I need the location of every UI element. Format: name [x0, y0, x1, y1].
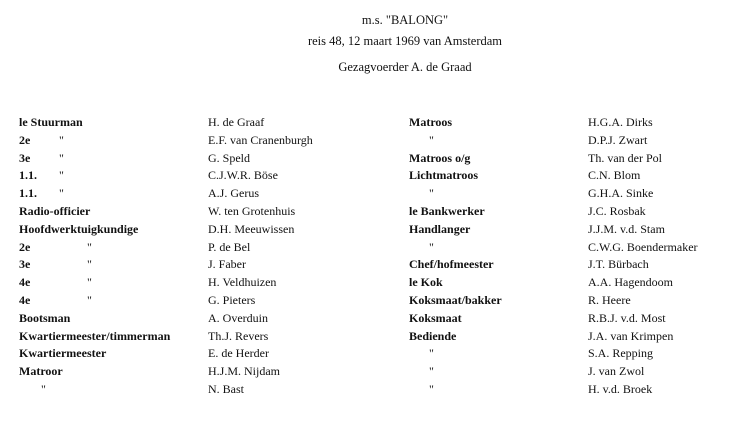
crew-row — [0, 204, 750, 222]
rank-left: le Stuurman — [19, 115, 83, 129]
name-left: J. Faber — [208, 257, 246, 272]
rank-left: 3e — [19, 257, 31, 272]
name-right: H.G.A. Dirks — [588, 115, 653, 129]
ship-name: m.s. "BALONG" — [361, 13, 449, 27]
name-left: A.J. Gerus — [208, 186, 259, 201]
crew-row — [0, 275, 750, 293]
rank-left: 4e — [19, 275, 31, 290]
name-right: C.W.G. Boendermaker — [588, 239, 698, 254]
name-left: H. de Graaf — [208, 115, 265, 129]
document-header — [0, 14, 750, 82]
captain: Gezagvoerder A. de Graad — [338, 60, 472, 74]
ditto-mark: " — [87, 257, 92, 272]
rank-right: " — [429, 346, 434, 361]
name-right: R. Heere — [588, 292, 631, 307]
rank-right: Bediende — [409, 328, 457, 343]
name-left: H.J.M. Nijdam — [208, 364, 280, 379]
rank-left: 1.1. — [19, 186, 37, 201]
rank-right: " — [429, 239, 434, 254]
name-left: W. ten Grotenhuis — [208, 203, 296, 218]
ditto-mark: " — [59, 168, 64, 183]
rank-right: Koksmaat/bakker — [409, 292, 502, 307]
rank-left: Kwartiermeester/timmerman — [19, 328, 171, 343]
rank-right: Matroos — [409, 115, 453, 129]
name-right: G.H.A. Sinke — [588, 186, 654, 201]
crew-row — [0, 240, 750, 258]
name-right: A.A. Hagendoom — [588, 275, 673, 290]
name-right: S.A. Repping — [588, 346, 654, 361]
crew-row — [0, 115, 750, 133]
crew-list — [0, 115, 750, 400]
ditto-mark: " — [59, 150, 64, 165]
crew-row — [0, 168, 750, 186]
rank-left: 3e — [19, 150, 31, 165]
name-left: C.J.W.R. Böse — [208, 168, 278, 183]
name-right: J.A. van Krimpen — [588, 328, 674, 343]
rank-right: Koksmaat — [409, 310, 462, 325]
rank-right: Handlanger — [409, 221, 471, 236]
ditto-mark: " — [59, 186, 64, 201]
crew-row — [0, 151, 750, 169]
ditto-mark: " — [87, 275, 92, 290]
name-right: J.T. Bürbach — [588, 257, 649, 272]
rank-left: 4e — [19, 292, 31, 307]
name-left: P. de Bel — [208, 239, 251, 254]
rank-left: Kwartiermeester — [19, 346, 107, 361]
name-right: Th. van der Pol — [588, 150, 662, 165]
name-left: N. Bast — [208, 381, 244, 396]
name-left: H. Veldhuizen — [208, 275, 277, 290]
name-left: D.H. Meeuwissen — [208, 221, 295, 236]
rank-right: Matroos o/g — [409, 150, 471, 165]
rank-left: Matroor — [19, 364, 63, 379]
crew-row — [0, 364, 750, 382]
ditto-mark: " — [41, 381, 46, 396]
crew-row — [0, 311, 750, 329]
ditto-mark: " — [87, 239, 92, 254]
name-left: Th.J. Revers — [208, 328, 269, 343]
name-left: A. Overduin — [208, 310, 268, 325]
name-right: C.N. Blom — [588, 168, 641, 183]
name-right: R.B.J. v.d. Most — [588, 310, 666, 325]
rank-right: Chef/hofmeester — [409, 257, 494, 272]
ditto-mark: " — [87, 292, 92, 307]
rank-right: " — [429, 381, 434, 396]
crew-row — [0, 133, 750, 151]
rank-right: " — [429, 186, 434, 201]
name-right: J.C. Rosbak — [588, 203, 646, 218]
name-right: J.J.M. v.d. Stam — [588, 221, 665, 236]
name-left: G. Pieters — [208, 292, 256, 307]
rank-right: " — [429, 132, 434, 147]
name-left: E. de Herder — [208, 346, 269, 361]
rank-right: " — [429, 364, 434, 379]
rank-left: 2e — [19, 239, 31, 254]
voyage-info: reis 48, 12 maart 1969 van Amsterdam — [307, 34, 503, 48]
crew-row — [0, 257, 750, 275]
rank-left: 1.1. — [19, 168, 37, 183]
crew-row — [0, 186, 750, 204]
ditto-mark: " — [59, 132, 64, 147]
name-right: H. v.d. Broek — [588, 381, 653, 396]
crew-row — [0, 382, 750, 400]
rank-right: Lichtmatroos — [409, 168, 479, 183]
crew-row — [0, 329, 750, 347]
name-right: D.P.J. Zwart — [588, 132, 648, 147]
rank-left: Bootsman — [19, 310, 71, 325]
rank-right: le Bankwerker — [409, 203, 485, 218]
rank-left: Hoofdwerktuigkundige — [19, 221, 139, 236]
crew-row — [0, 346, 750, 364]
crew-row — [0, 293, 750, 311]
name-left: G. Speld — [208, 150, 250, 165]
rank-left: 2e — [19, 132, 31, 147]
name-right: J. van Zwol — [588, 364, 645, 379]
rank-right: le Kok — [409, 275, 443, 290]
rank-left: Radio-officier — [19, 203, 91, 218]
name-left: E.F. van Cranenburgh — [208, 132, 313, 147]
crew-row — [0, 222, 750, 240]
